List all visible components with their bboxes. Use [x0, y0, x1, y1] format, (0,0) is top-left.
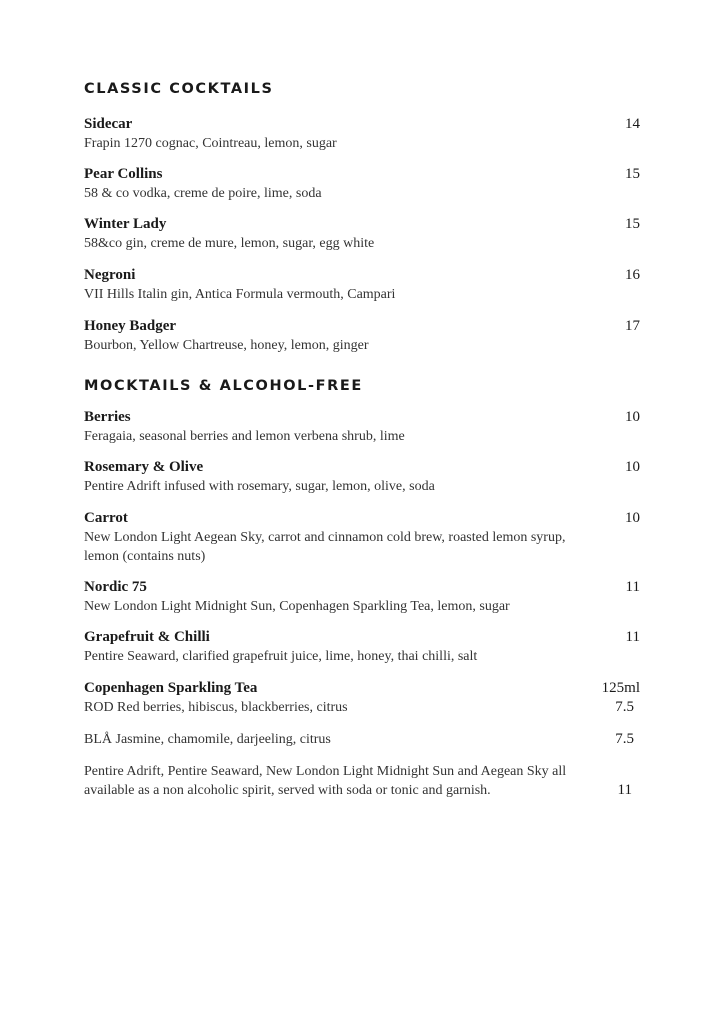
section-title-mocktails: MOCKTAILS & ALCOHOL-FREE — [84, 378, 363, 394]
note-price: 11 — [617, 782, 632, 798]
tea-option-text: BLÅ Jasmine, chamomile, darjeeling, citrus — [84, 732, 331, 747]
menu-item-copenhagen-sparkling-tea — [84, 679, 640, 698]
tea-option-bla — [84, 730, 640, 749]
menu-item-sidecar — [84, 115, 640, 153]
item-description: Pentire Adrift infused with rosemary, sugar, lemon, olive, soda — [84, 479, 435, 494]
item-name: Winter Lady — [84, 216, 167, 232]
item-name: Pear Collins — [84, 166, 163, 182]
item-description: Feragaia, seasonal berries and lemon verbena shrub, lime — [84, 429, 405, 444]
item-price: 17 — [625, 318, 640, 334]
item-price: 11 — [625, 629, 640, 645]
item-description: Frapin 1270 cognac, Cointreau, lemon, sugar — [84, 136, 337, 151]
item-name: Nordic 75 — [84, 579, 147, 595]
item-price: 15 — [625, 166, 640, 182]
tea-option-price: 7.5 — [615, 699, 634, 715]
tea-option-price: 7.5 — [615, 731, 634, 747]
item-price: 10 — [625, 409, 640, 425]
item-name: Sidecar — [84, 116, 133, 132]
menu-item-rosemary-olive — [84, 458, 640, 496]
menu-item-pear-collins — [84, 165, 640, 203]
item-name: Carrot — [84, 510, 128, 526]
section-title-classic-cocktails: CLASSIC COCKTAILS — [84, 81, 274, 97]
item-description: New London Light Midnight Sun, Copenhagen Sparkling Tea, lemon, sugar — [84, 599, 510, 614]
item-description: 58 & co vodka, creme de poire, lime, soda — [84, 186, 322, 201]
menu-item-carrot — [84, 509, 640, 566]
menu-item-honey-badger — [84, 317, 640, 355]
item-name: Copenhagen Sparkling Tea — [84, 680, 258, 696]
item-price: 10 — [625, 510, 640, 526]
item-description: Bourbon, Yellow Chartreuse, honey, lemon, ginger — [84, 338, 369, 353]
tea-option-rod — [84, 698, 640, 717]
item-description: New London Light Aegean Sky, carrot and cinnamon cold brew, roasted lemon syrup, lemon (contains nuts) — [84, 530, 566, 564]
item-name: Rosemary & Olive — [84, 459, 204, 475]
item-price: 14 — [625, 116, 640, 132]
menu-item-negroni — [84, 266, 640, 304]
item-name: Berries — [84, 409, 131, 425]
menu-item-nordic-75 — [84, 578, 640, 616]
note-text: Pentire Adrift, Pentire Seaward, New London Light Midnight Sun and Aegean Sky all available as a non alcoholic spirit, served with soda or tonic and garnish. — [84, 764, 567, 798]
item-name: Grapefruit & Chilli — [84, 629, 210, 645]
item-price: 16 — [625, 267, 640, 283]
item-price: 10 — [625, 459, 640, 475]
item-description: VII Hills Italin gin, Antica Formula vermouth, Campari — [84, 287, 396, 302]
item-name: Honey Badger — [84, 318, 177, 334]
item-price: 11 — [625, 579, 640, 595]
menu-item-grapefruit-chilli — [84, 628, 640, 666]
menu-item-berries — [84, 408, 640, 446]
item-size: 125ml — [601, 680, 640, 696]
item-price: 15 — [625, 216, 640, 232]
tea-option-text: ROD Red berries, hibiscus, blackberries, citrus — [84, 700, 348, 715]
non-alcoholic-spirit-note — [84, 762, 640, 800]
menu-item-winter-lady — [84, 215, 640, 253]
item-description: 58&co gin, creme de mure, lemon, sugar, egg white — [84, 236, 375, 251]
item-name: Negroni — [84, 267, 136, 283]
item-description: Pentire Seaward, clarified grapefruit juice, lime, honey, thai chilli, salt — [84, 649, 478, 664]
